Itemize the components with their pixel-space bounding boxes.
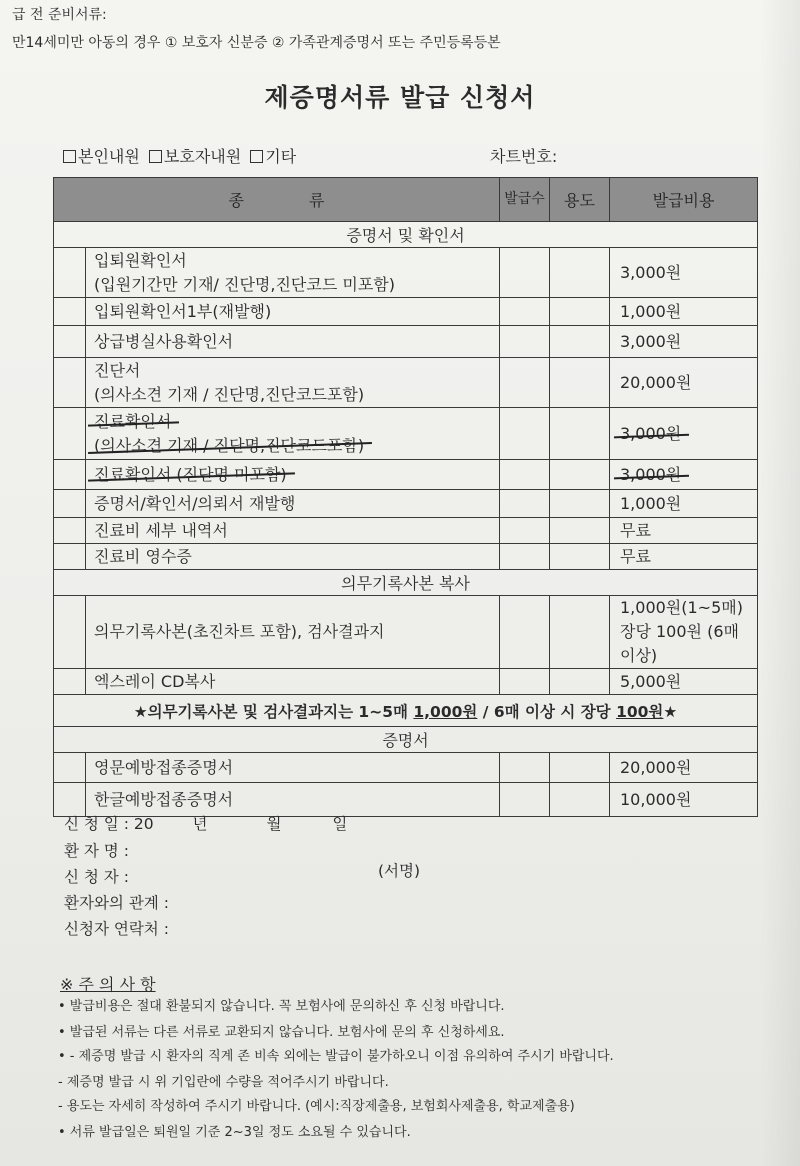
checkbox-label: 기타 <box>265 147 297 166</box>
purpose-cell[interactable] <box>550 490 610 518</box>
purpose-cell[interactable] <box>550 460 610 490</box>
item-name: 상급병실사용확인서 <box>86 326 500 358</box>
count-cell[interactable] <box>500 358 550 408</box>
checkbox-guardian[interactable] <box>149 147 241 166</box>
checkbox-box-icon <box>149 150 162 163</box>
contact-field[interactable]: 신청자 연락처 : <box>64 920 169 938</box>
purpose-cell[interactable] <box>550 518 610 544</box>
select-cell[interactable] <box>54 669 86 695</box>
signature-label: (서명) <box>378 862 421 880</box>
count-cell[interactable] <box>500 460 550 490</box>
applicant-field[interactable]: 신 청 자 : <box>64 868 129 886</box>
count-cell[interactable] <box>500 248 550 298</box>
item-name: 진료비 영수증 <box>86 544 500 570</box>
select-cell[interactable] <box>54 544 86 570</box>
count-cell[interactable] <box>500 669 550 695</box>
section-records: 의무기록사본 복사 <box>54 570 758 596</box>
count-cell[interactable] <box>500 783 550 817</box>
item-name: 의무기록사본(초진차트 포함), 검사결과지 <box>86 596 500 669</box>
checkbox-box-icon <box>250 150 263 163</box>
caution-line: • 서류 발급일은 퇴원일 기준 2~3일 정도 소요될 수 있습니다. <box>58 1125 411 1140</box>
caution-title: ※ 주 의 사 항 <box>60 975 156 994</box>
table-row <box>54 248 758 298</box>
purpose-cell[interactable] <box>550 326 610 358</box>
item-name: 엑스레이 CD복사 <box>86 669 500 695</box>
table-header-row <box>54 178 758 222</box>
item-name: 입퇴원확인서1부(재발행) <box>86 298 500 326</box>
item-name: 입퇴원확인서 (입원기간만 기재/ 진단명,진단코드 미포함) <box>86 248 500 298</box>
fee-cell: 무료 <box>610 518 758 544</box>
table-row <box>54 596 758 669</box>
applicant-type-checkboxes <box>63 144 300 167</box>
patient-name-field[interactable]: 환 자 명 : <box>64 842 129 860</box>
fee-cell: 1,000원 <box>610 298 758 326</box>
checkbox-other[interactable] <box>250 147 296 166</box>
fee-cell: 3,000원 <box>610 326 758 358</box>
caution-line: • 발급비용은 절대 환불되지 않습니다. 꼭 보험사에 문의하신 후 신청 바랍니다. <box>58 999 505 1014</box>
select-cell[interactable] <box>54 460 86 490</box>
fee-cell: 5,000원 <box>610 669 758 695</box>
table-row <box>54 490 758 518</box>
count-cell[interactable] <box>500 298 550 326</box>
item-name-struck: 진료확인서 (의사소견 기재 / 진단명,진단코드포함) <box>86 408 500 460</box>
item-name: 증명서/확인서/의뢰서 재발행 <box>86 490 500 518</box>
purpose-cell[interactable] <box>550 596 610 669</box>
table-row <box>54 326 758 358</box>
caution-line: - 제증명 발급 시 위 기입란에 수량을 적어주시기 바랍니다. <box>58 1075 389 1090</box>
table-row <box>54 518 758 544</box>
fee-cell: 무료 <box>610 544 758 570</box>
item-name: 진료비 세부 내역서 <box>86 518 500 544</box>
table-row <box>54 358 758 408</box>
purpose-cell[interactable] <box>550 783 610 817</box>
table-row <box>54 544 758 570</box>
header-purpose: 용도 <box>550 178 610 222</box>
purpose-cell[interactable] <box>550 298 610 326</box>
table-row <box>54 753 758 783</box>
item-name-struck: 진료확인서 (진단명 미포함) <box>86 460 500 490</box>
fee-cell: 3,000원 <box>610 248 758 298</box>
purpose-cell[interactable] <box>550 248 610 298</box>
checkbox-self[interactable] <box>63 147 140 166</box>
purpose-cell[interactable] <box>550 358 610 408</box>
section-certificates: 증명서 및 확인서 <box>54 222 758 248</box>
table-row <box>54 460 758 490</box>
purpose-cell[interactable] <box>550 753 610 783</box>
fee-cell: 1,000원 <box>610 490 758 518</box>
checkbox-label: 보호자내원 <box>163 147 242 166</box>
item-name: 진단서 (의사소견 기재 / 진단명,진단코드포함) <box>86 358 500 408</box>
select-cell[interactable] <box>54 596 86 669</box>
select-cell[interactable] <box>54 326 86 358</box>
fee-cell: 20,000원 <box>610 358 758 408</box>
count-cell[interactable] <box>500 408 550 460</box>
header-fee: 발급비용 <box>610 178 758 222</box>
caution-line: • 발급된 서류는 다른 서류로 교환되지 않습니다. 보험사에 문의 후 신청하세요. <box>58 1025 505 1040</box>
purpose-cell[interactable] <box>550 544 610 570</box>
count-cell[interactable] <box>500 490 550 518</box>
count-cell[interactable] <box>500 544 550 570</box>
purpose-cell[interactable] <box>550 669 610 695</box>
page-title: 제증명서류 발급 신청서 <box>264 83 536 112</box>
count-cell[interactable] <box>500 596 550 669</box>
header-count: 발급수 <box>500 178 550 222</box>
item-name: 한글예방접종증명서 <box>86 783 500 817</box>
section-vaccination: 증명서 <box>54 727 758 753</box>
table-row <box>54 408 758 460</box>
select-cell[interactable] <box>54 248 86 298</box>
fee-cell: 20,000원 <box>610 753 758 783</box>
certificate-table <box>53 177 758 817</box>
select-cell[interactable] <box>54 298 86 326</box>
select-cell[interactable] <box>54 518 86 544</box>
select-cell[interactable] <box>54 408 86 460</box>
fee-cell: 1,000원(1~5매) 장당 100원 (6매 이상) <box>610 596 758 669</box>
count-cell[interactable] <box>500 326 550 358</box>
fee-cell: 10,000원 <box>610 783 758 817</box>
select-cell[interactable] <box>54 490 86 518</box>
paper-shadow <box>760 0 800 1166</box>
caution-line: - 용도는 자세히 작성하여 주시기 바랍니다. (예시:직장제출용, 보험회사제출용, 학교제출용) <box>58 1099 575 1114</box>
checkbox-box-icon <box>63 150 76 163</box>
pre-note-line2: 만14세미만 아동의 경우 ① 보호자 신분증 ② 가족관계증명서 또는 주민등록등본 <box>12 35 501 51</box>
checkbox-label: 본인내원 <box>78 147 140 166</box>
pre-note-line1: 급 전 준비서류: <box>12 7 107 23</box>
caution-line: • - 제증명 발급 시 환자의 직계 존 비속 외에는 발급이 불가하오니 이점 유의하여 주시기 바랍니다. <box>58 1049 614 1064</box>
purpose-cell[interactable] <box>550 408 610 460</box>
relation-field[interactable]: 환자와의 관계 : <box>64 894 169 912</box>
fee-cell-struck: 3,000원 <box>610 408 758 460</box>
count-cell[interactable] <box>500 518 550 544</box>
records-fee-notice: ★의무기록사본 및 검사결과지는 1~5매 1,000원 / 6매 이상 시 장당 100원★ <box>54 695 758 727</box>
count-cell[interactable] <box>500 753 550 783</box>
item-name: 영문예방접종증명서 <box>86 753 500 783</box>
table-row <box>54 298 758 326</box>
chart-number-label: 차트번호: <box>490 147 558 166</box>
select-cell[interactable] <box>54 753 86 783</box>
select-cell[interactable] <box>54 358 86 408</box>
fee-cell-struck: 3,000원 <box>610 460 758 490</box>
table-row <box>54 669 758 695</box>
date-line[interactable]: 신 청 일 : 20 년 월 일 <box>64 815 348 833</box>
header-kind: 종 류 <box>54 178 500 222</box>
